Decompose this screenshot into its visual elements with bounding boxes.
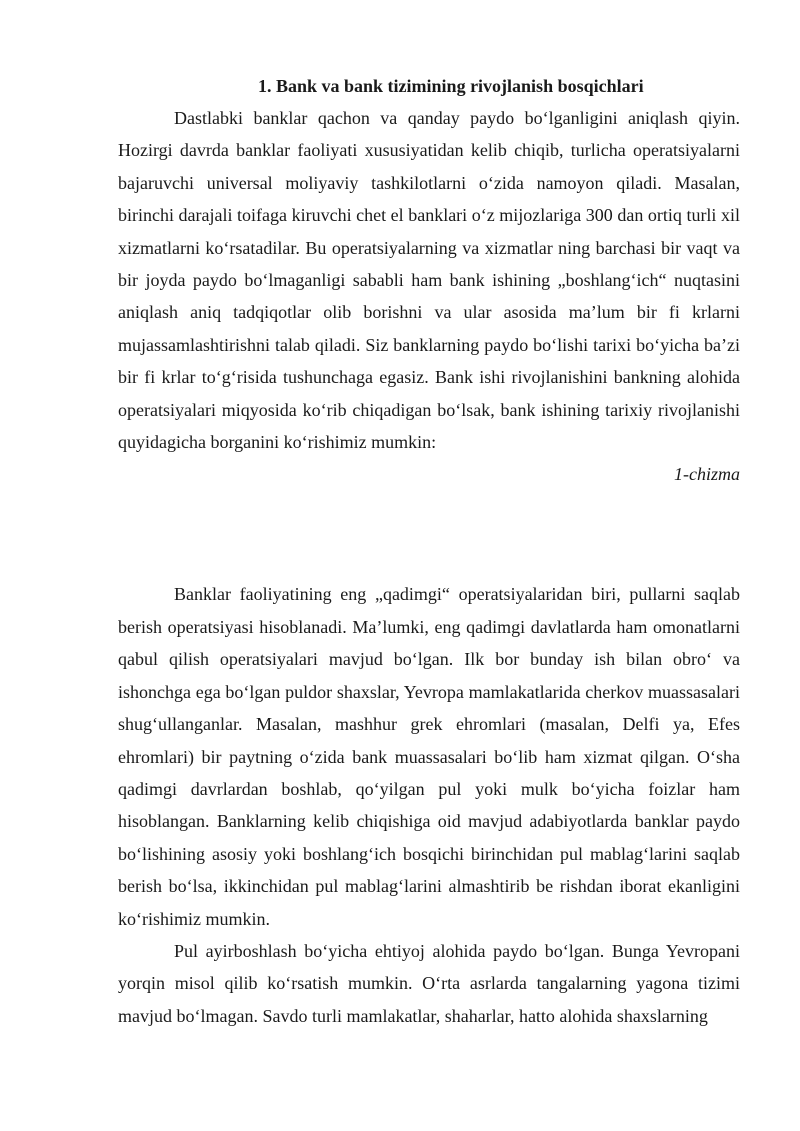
section-heading: 1. Bank va bank tizimining rivojlanish bosqichlari <box>258 76 644 96</box>
paragraph-currency-exchange: Pul ayirboshlash bo‘yicha ehtiyoj alohida paydo bo‘lgan. Bunga Yevropani yorqin misol qilib ko‘rsatish mumkin. O‘rta asrlarda tangalarning yagona tizimi mavjud bo‘lmagan. Savdo turli mamlakatlar, shaharlar, hatto alohida shaxslarning <box>118 940 740 1026</box>
figure-placeholder <box>118 490 740 578</box>
paragraph-oldest-operations: Banklar faoliyatining eng „qadimgi“ operatsiyalaridan biri, pullarni saqlab berish operatsiyasi hisoblanadi. Ma’lumki, eng qadimgi davlatlarda ham omonatlarni qabul qilish operatsiyalari mavjud bo‘lgan. Ilk bor bunday ish bilan obro‘ va ishonchga ega bo‘lgan puldor shaxslar, Yevropa mamlakatlarida cherkov muassasalari shug‘ullanganlar. Masalan, mashhur grek ehromlari (masalan, Delfi ya, Efes ehromlari) bir paytning o‘zida bank muassasalari bo‘lib ham xizmat qilgan. O‘sha qadimgi davrlardan boshlab, qo‘yilgan pul yoki mulk bo‘yicha foizlar ham hisoblangan. Banklarning kelib chiqishiga oid mavjud adabiyotlarda banklar paydo bo‘lishining asosiy yoki boshlang‘ich bosqichi birinchidan pul mablag‘larini saqlab berish bo‘lsa, ikkinchidan pul mablag‘larini almashtirib be rishdan iborat ekanligini ko‘rishimiz mumkin. <box>118 584 740 929</box>
paragraph-intro: Dastlabki banklar qachon va qanday paydo bo‘lganligini aniqlash qiyin. Hozirgi davrda banklar faoliyati xususiyatidan kelib chiqib, turlicha operatsiyalarni bajaruvchi universal moliyaviy tashkilotlarni o‘zida namoyon qiladi. Masalan, birinchi darajali toifaga kiruvchi chet el banklari o‘z mijozlariga 300 dan ortiq turli xil xizmatlarni ko‘rsatadilar. Bu operatsiyalarning va xizmatlar ning barchasi bir vaqt va bir joyda paydo bo‘lmaganligi sababli ham bank ishining „boshlang‘ich“ nuqtasini aniqlash aniq tadqiqotlar olib borishni va ular asosida ma’lum bir fi krlarni mujassamlashtirishni talab qiladi. Siz banklarning paydo bo‘lishi tarixi bo‘yicha ba’zi bir fi krlar to‘g‘risida tushunchaga egasiz. Bank ishi rivojlanishini bankning alohida operatsiyalari miqyosida ko‘rib chiqadigan bo‘lsak, bank ishining tarixiy rivojlanishi quyidagicha borganini ko‘rishimiz mumkin: <box>118 108 740 453</box>
figure-caption: 1-chizma <box>674 464 740 485</box>
document-page <box>118 70 740 1032</box>
